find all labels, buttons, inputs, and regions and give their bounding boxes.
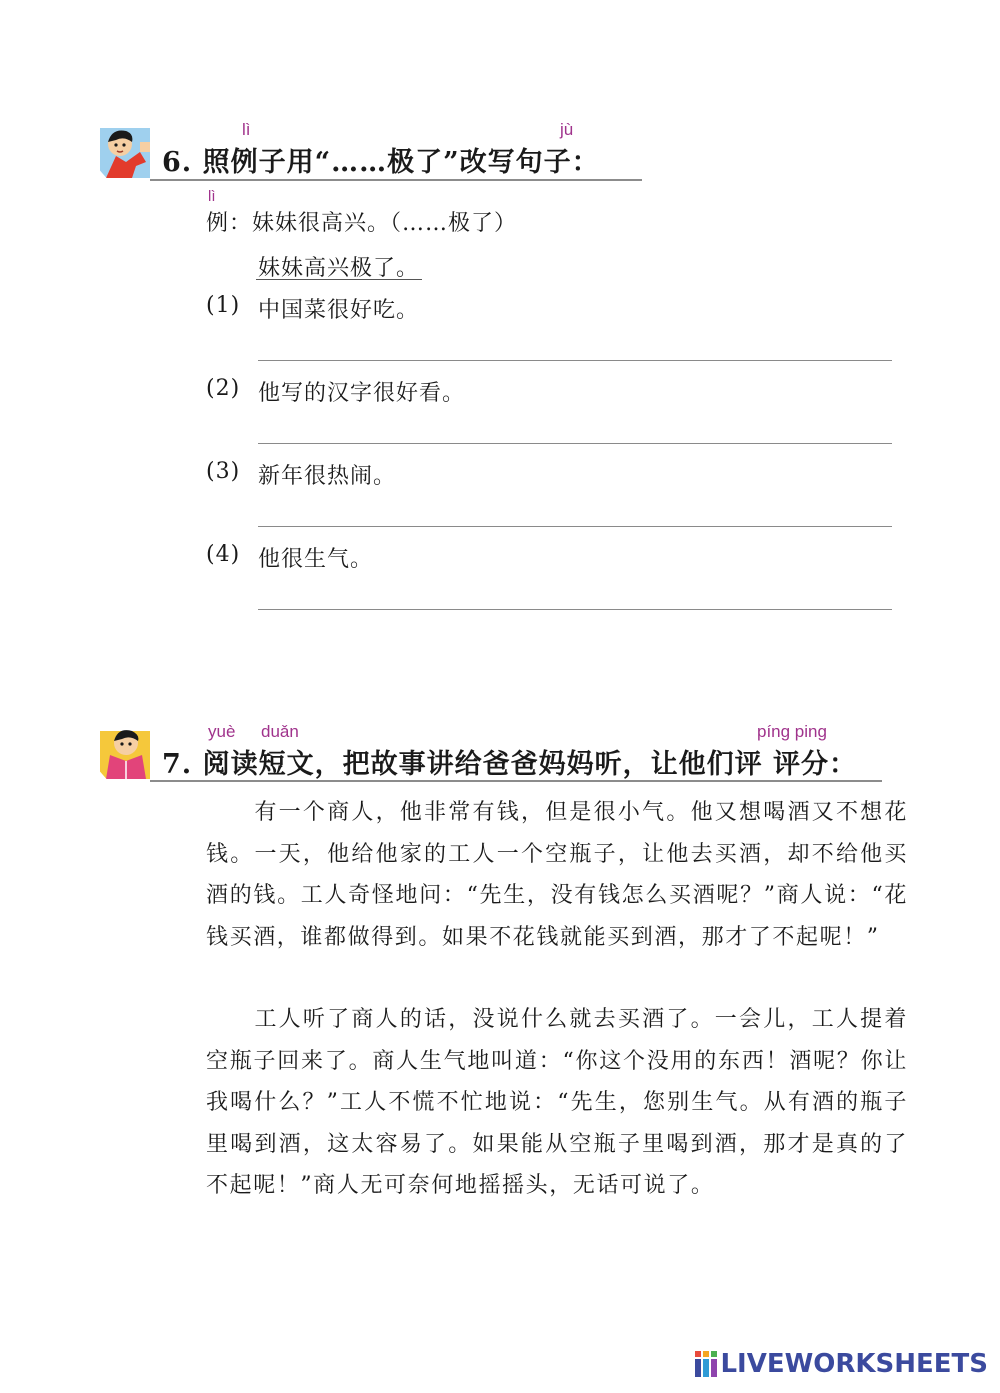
story-paragraph-1: 有一个商人，他非常有钱，但是很小气。他又想喝酒又不想花钱。一天，他给他家的工人一个空瓶子，让他去买酒，却不给他买酒的钱。工人奇怪地问：“先生，没有钱怎么买酒呢？”商人说：“花钱买酒，谁都做得到。如果不花钱就能买到酒，那才了不起呢！” <box>206 800 908 950</box>
pinyin-ping: píng ping <box>757 722 827 741</box>
item-2-number: (2) <box>206 376 241 401</box>
example-pinyin-li: lì <box>208 188 216 205</box>
pinyin-li: lì <box>242 120 251 139</box>
item-1-text: 中国菜很好吃。 <box>258 298 420 323</box>
item-4-text: 他很生气。 <box>258 547 374 572</box>
boy-reading-icon <box>96 723 156 783</box>
item-1-answer-line[interactable] <box>258 360 892 361</box>
example-sentence: 例：妹妹很高兴。（……极了） <box>206 211 518 236</box>
item-2-answer-line[interactable] <box>258 443 892 444</box>
example-answer: 妹妹高兴极了。 <box>258 256 420 281</box>
liveworksheets-logo-icon <box>695 1351 717 1377</box>
pinyin-duan: duǎn <box>261 722 299 741</box>
section-6-title-rule <box>150 179 642 181</box>
item-4-answer-line[interactable] <box>258 609 892 610</box>
item-3-text: 新年很热闹。 <box>258 464 397 489</box>
item-4-number: (4) <box>206 542 241 567</box>
pinyin-yue: yuè <box>208 722 236 741</box>
example-answer-underline <box>256 279 422 280</box>
item-3-answer-line[interactable] <box>258 526 892 527</box>
liveworksheets-logo <box>695 1349 988 1379</box>
pinyin-ju: jù <box>560 120 574 139</box>
boy-running-icon <box>96 122 156 182</box>
item-2-text: 他写的汉字很好看。 <box>258 381 466 406</box>
section-7-title: 7. 阅读短文，把故事讲给爸爸妈妈听，让他们评 评分： <box>162 749 857 780</box>
story-paragraph-2: 工人听了商人的话，没说什么就去买酒了。一会儿，工人提着空瓶子回来了。商人生气地叫道：“你这个没用的东西！酒呢？你让我喝什么？”工人不慌不忙地说：“先生，您别生气。从有酒的瓶子里喝到酒，这太容易了。如果能从空瓶子里喝到酒，那才是真的了不起呢！”商人无可奈何地摇摇头，无话可说了。 <box>206 1007 908 1198</box>
item-3-number: (3) <box>206 459 241 484</box>
section-7-title-rule <box>150 780 882 782</box>
section-6-title: 6. 照例子用“……极了”改写句子： <box>162 147 600 178</box>
item-1-number: (1) <box>206 293 241 318</box>
liveworksheets-logo-text: LIVEWORKSHEETS <box>720 1349 988 1379</box>
